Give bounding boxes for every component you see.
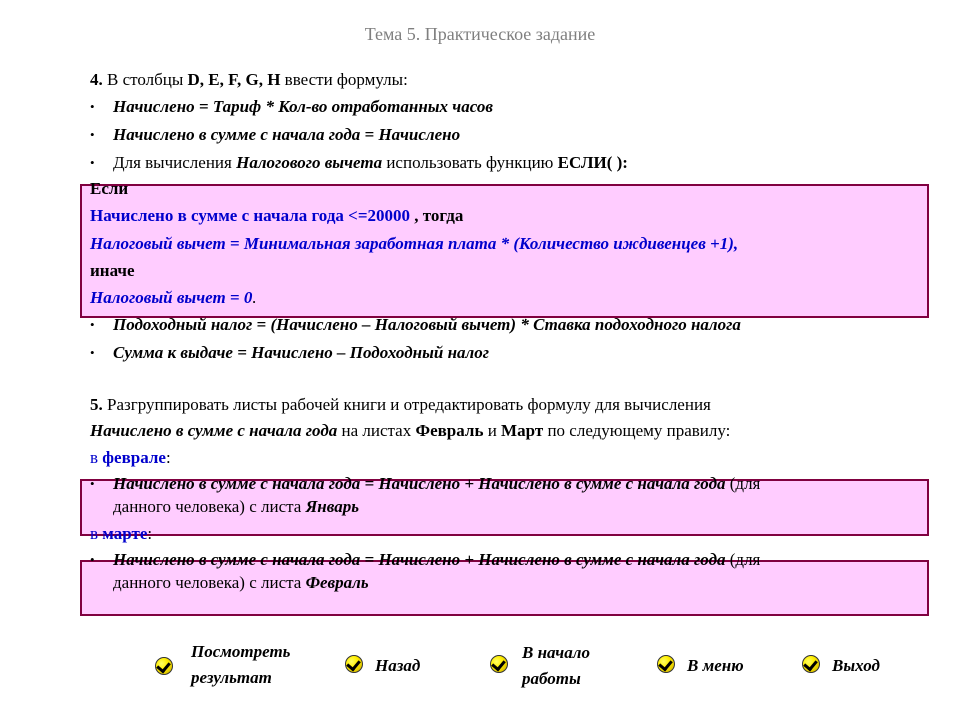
text-segment: использовать функцию [382,153,558,172]
formula-payout [113,342,489,364]
text-segment: и [483,421,502,440]
to-start-label-2: работы [522,669,581,688]
text-segment: Начислено = Тариф * Кол-во отработанных часов [113,97,493,116]
menu-label: В меню [687,656,744,675]
text-segment: Начислено в сумме с начала года = Начислено + Начислено в сумме с начала года [113,550,726,569]
text-segment: Февраль [415,421,484,440]
check-icon [802,655,820,673]
bullet-marker: • [90,99,95,114]
back-button[interactable] [345,640,445,700]
text-segment: Март [501,421,544,440]
if-condition [90,205,463,227]
text-segment: на листах [337,421,416,440]
text-segment: D, E, F, G, H [187,70,281,89]
text-segment: Начислено в сумме с начала года = Начислено [113,125,461,144]
text-segment: марте [102,524,148,543]
text-segment: . [252,288,257,307]
section4-heading [90,69,408,91]
exit-button[interactable] [802,640,912,700]
text-segment: по следующему правилу: [543,421,731,440]
tax-deduction-intro [113,152,628,174]
march-rule-continuation [113,572,369,594]
to-start-label-1: В начало [522,643,590,662]
back-label: Назад [375,656,421,675]
text-segment: Если [90,179,129,198]
view-result-label-2: результат [191,668,272,687]
view-result-label-1: Посмотреть [191,642,291,661]
text-segment: Январь [305,497,359,516]
slide-title: Тема 5. Практическое задание [364,24,596,44]
text-segment: феврале [102,448,166,467]
check-icon [657,655,675,673]
text-segment: Февраль [305,573,369,592]
check-icon [490,655,508,673]
formula-accrued-ytd [113,124,460,146]
text-segment: 4. [90,70,103,89]
bullet-marker: • [90,155,95,170]
text-segment: Для вычисления [113,153,237,172]
text-segment: данного человека) с листа [113,497,306,516]
section5-rule-intro [90,420,730,442]
text-segment: Начислено в сумме с начала года <=20000 [90,206,411,225]
bullet-marker: • [90,476,95,491]
check-icon [155,657,173,675]
text-segment: данного человека) с листа [113,573,306,592]
text-segment: ЕСЛИ( ): [557,153,628,172]
else-formula [90,287,257,309]
text-segment: ввести формулы: [280,70,408,89]
february-rule [113,473,760,495]
text-segment: В столбцы [102,70,188,89]
text-segment: , тогда [410,206,464,225]
text-segment: Подоходный налог = (Начислено – Налоговый вычет) * Ставка подоходного налога [113,315,741,334]
text-segment: (для [725,474,761,493]
bullet-marker: • [90,552,95,567]
formula-income-tax [113,314,741,336]
february-rule-continuation [113,496,359,518]
check-icon [345,655,363,673]
section5-heading [90,394,711,416]
text-segment: (для [725,550,761,569]
formula-accrued [113,96,493,118]
march-rule [113,549,760,571]
text-segment: Налогового вычета [236,153,383,172]
text-segment: в [90,524,103,543]
else-keyword [90,260,135,282]
if-then-formula [90,233,738,255]
text-segment: Сумма к выдаче = Начислено – Подоходный налог [113,343,490,362]
text-segment: в [90,448,103,467]
view-result-button[interactable] [155,640,325,700]
text-segment: : [165,448,171,467]
if-keyword [90,178,128,200]
text-segment: иначе [90,261,135,280]
to-start-button[interactable] [490,640,620,700]
text-segment: Начислено в сумме с начала года = Начислено + Начислено в сумме с начала года [113,474,726,493]
menu-button[interactable] [657,640,767,700]
bullet-marker: • [90,317,95,332]
text-segment: Разгруппировать листы рабочей книги и отредактировать формулу для вычисления [102,395,711,414]
bullet-marker: • [90,127,95,142]
text-segment: 5. [90,395,103,414]
text-segment: : [147,524,153,543]
text-segment: Начислено в сумме с начала года [90,421,338,440]
exit-label: Выход [832,656,880,675]
bullet-marker: • [90,345,95,360]
text-segment: Налоговый вычет = Минимальная заработная плата * (Количество иждивенцев +1), [90,234,739,253]
text-segment: Налоговый вычет = 0 [90,288,253,307]
march-label [90,523,152,545]
february-label [90,447,171,469]
